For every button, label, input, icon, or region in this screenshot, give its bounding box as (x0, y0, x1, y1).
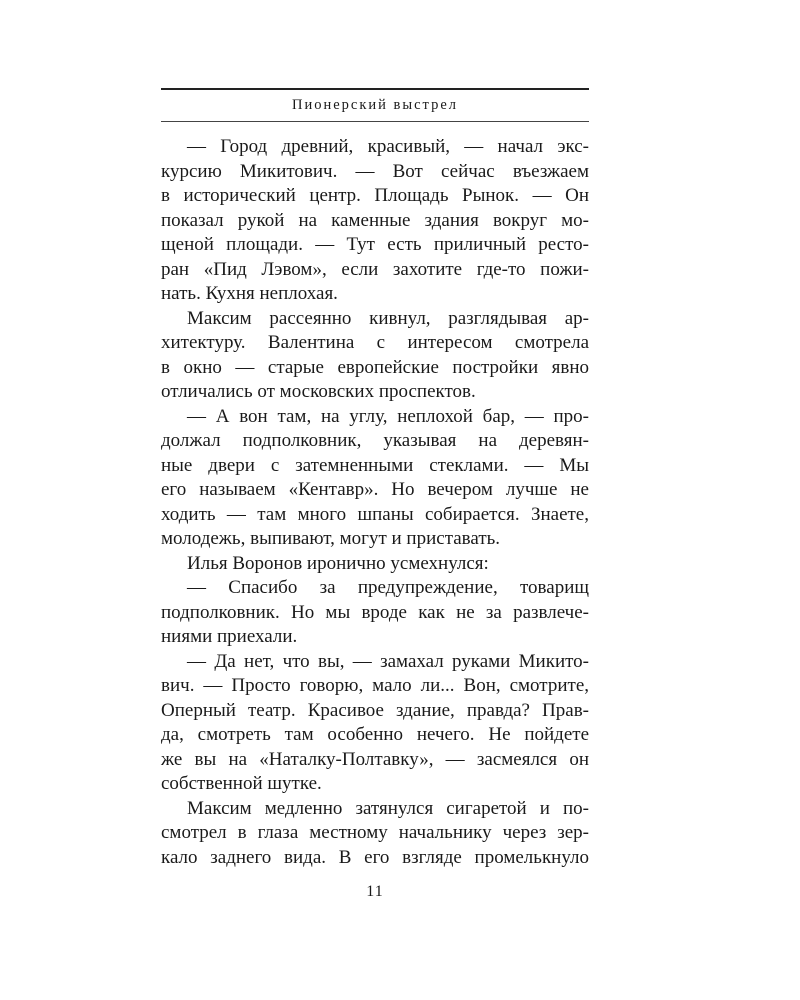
text-line: щеной площади. — Тут есть приличный ресто- (161, 234, 589, 255)
text-line: нать. Кухня неплохая. (161, 283, 338, 304)
text-line: подполковник. Но мы вроде как не за развлече- (161, 601, 589, 623)
paragraph (161, 307, 589, 405)
text-line: его называем «Кентавр». Но вечером лучше не (161, 479, 589, 500)
text-line: кало заднего вида. В его взгляде промелькнуло (161, 846, 589, 868)
text-line: же вы на «Наталку-Полтавку», — засмеялся он (161, 748, 589, 770)
body-text (161, 135, 589, 870)
text-line: — Да нет, что вы, — замахал руками Микито- (187, 650, 589, 672)
text-line: Оперный театр. Красивое здание, правда? Прав- (161, 699, 589, 721)
text-line: смотрел в глаза местному начальнику через зер- (161, 822, 589, 843)
text-line: должал подполковник, указывая на деревян- (161, 430, 589, 451)
header-bottom-rule (161, 121, 589, 122)
text-line: — Город древний, красивый, — начал экс- (187, 136, 589, 157)
page-number: 11 (366, 883, 384, 900)
text-line: ходить — там много шпаны собирается. Знаете, (161, 503, 589, 525)
text-line: да, смотреть там особенно нечего. Не пойдете (161, 724, 589, 745)
text-line: в окно — старые европейские постройки явно (161, 356, 589, 378)
text-line: хитектуру. Валентина с интересом смотрела (161, 332, 589, 353)
paragraph (161, 135, 589, 307)
running-title: Пионерский выстрел (291, 97, 458, 113)
text-line: — Спасибо за предупреждение, товарищ (187, 577, 589, 598)
paragraph (161, 576, 589, 650)
text-line: ран «Пид Лэвом», если захотите где-то пожи- (161, 258, 589, 280)
paragraph (161, 650, 589, 797)
text-line: Илья Воронов иронично усмехнулся: (187, 552, 489, 574)
text-line: Максим медленно затянулся сигаретой и по- (187, 797, 589, 819)
text-line: Максим рассеянно кивнул, разглядывая ар- (187, 307, 589, 329)
book-page (161, 88, 589, 918)
text-line: ные двери с затемненными стеклами. — Мы (161, 454, 589, 476)
text-line: курсию Микитович. — Вот сейчас въезжаем (161, 160, 589, 182)
text-line: вич. — Просто говорю, мало ли... Вон, смотрите, (161, 675, 589, 696)
paragraph (161, 552, 589, 577)
text-line: показал рукой на каменные здания вокруг мо- (161, 209, 589, 231)
text-line: — А вон там, на углу, неплохой бар, — про- (187, 405, 589, 427)
text-line: собственной шутке. (161, 773, 322, 794)
header-top-rule (161, 88, 589, 90)
text-line: отличались от московских проспектов. (161, 381, 476, 402)
text-line: молодежь, выпивают, могут и приставать. (161, 528, 501, 549)
text-line: в исторический центр. Площадь Рынок. — Он (161, 185, 589, 206)
paragraph (161, 797, 589, 871)
paragraph (161, 405, 589, 552)
text-line: ниями приехали. (161, 626, 298, 647)
